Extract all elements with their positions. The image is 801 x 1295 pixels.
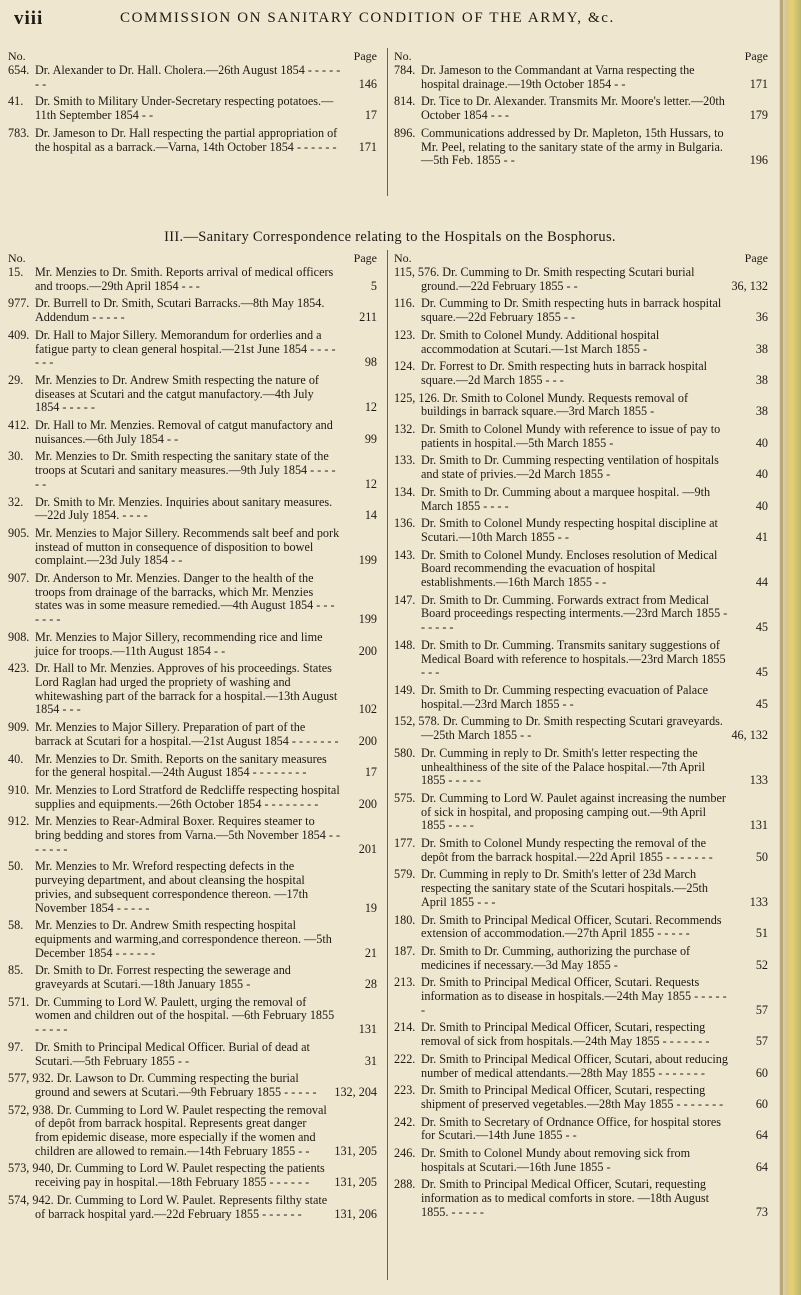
entry-number: 58.: [8, 918, 24, 933]
entry-page-ref: 40: [755, 467, 768, 482]
entry-number: 572, 938.: [8, 1102, 54, 1117]
entry-number: 214.: [394, 1020, 416, 1035]
entry-page-ref: 131, 205: [334, 1143, 377, 1158]
running-head: COMMISSION ON SANITARY CONDITION OF THE ARMY, &c.: [120, 10, 615, 26]
entry-page-ref: 179: [749, 108, 768, 123]
index-entry: [394, 914, 768, 941]
index-entry: [8, 1162, 377, 1189]
entry-number: 115, 576.: [394, 265, 440, 279]
entry-page-ref: 45: [755, 696, 768, 711]
entry-number: 143.: [394, 547, 416, 562]
entry-text: Dr. Anderson to Mr. Menzies. Danger to the health of the troops from drainage of the barracks, which Mr. Menzies states was in some measure remedied.—4th August 1854 - - - - - - -: [35, 571, 335, 627]
entry-number: 409.: [8, 327, 30, 342]
entry-text: Dr. Smith to Principal Medical Officer. Burial of dead at Scutari.—5th February 1855 - -: [35, 1039, 310, 1068]
entry-page-ref: 171: [358, 139, 377, 154]
entry-text: Dr. Smith to Dr. Cumming. Transmits sanitary suggestions of Medical Board with reference to hospitals.—23rd March 1855 - - -: [421, 637, 726, 680]
entry-text: Dr. Cumming to Lord W. Paulet respecting the patients receiving pay in hospital.—18th February 1855 - - - - - -: [35, 1161, 325, 1190]
entry-page-ref: 201: [358, 841, 377, 856]
entry-page-ref: 45: [755, 620, 768, 635]
entry-text: Mr. Menzies to Major Sillery. Preparation of part of the barrack at Scutari for a hospital.—21st August 1854 - - - - - - -: [35, 720, 339, 748]
entry-number: 148.: [394, 637, 416, 652]
entry-page-ref: 60: [755, 1096, 768, 1111]
entry-text: Dr. Cumming to Lord W. Paulet. Represents filthy state of barrack hospital yard.—22d February 1855 - - - - - -: [35, 1192, 328, 1221]
entry-text: Dr. Cumming in reply to Dr. Smith's letter respecting the unhealthiness of the site of the Palace hospital.—7th April 1855 - - - - -: [421, 745, 705, 788]
no-label: No.: [394, 251, 412, 265]
entry-page-ref: 36: [755, 310, 768, 325]
entry-number: 912.: [8, 814, 30, 829]
entry-page-ref: 64: [755, 1159, 768, 1174]
index-entry: [8, 419, 377, 446]
entry-page-ref: 131, 206: [334, 1206, 377, 1221]
index-entry: [8, 64, 377, 91]
entry-text: Mr. Menzies to Rear-Admiral Boxer. Requires steamer to bring bedding and stores from Varna.—5th November 1854 - - - - - - -: [35, 814, 341, 856]
entry-number: 423.: [8, 661, 30, 676]
page-folio: viii: [14, 8, 44, 29]
entry-text: Dr. Burrell to Dr. Smith, Scutari Barracks.—8th May 1854. Addendum - - - - -: [35, 296, 325, 325]
entry-text: Dr. Cumming to Dr. Smith respecting huts in barrack hospital square.—22d February 1855 - -: [421, 296, 722, 325]
entry-text: Dr. Smith to Dr. Forrest respecting the sewerage and graveyards at Scutari.—18th January 1855 -: [35, 963, 291, 992]
index-entry: [394, 1021, 768, 1048]
entry-page-ref: 44: [755, 575, 768, 590]
entry-text: Mr. Menzies to Dr. Smith. Reports arrival of medical officers and troops.—29th April 1854 - - -: [35, 265, 334, 293]
entry-text: Mr. Menzies to Major Sillery. Recommends salt beef and pork instead of mutton in consequence of disposition to bowel complaint.—23d July 1854 - -: [35, 525, 340, 568]
index-entry: [394, 1178, 768, 1219]
entry-page-ref: 200: [358, 733, 377, 748]
entry-text: Dr. Hall to Mr. Menzies. Approves of his proceedings. States Lord Raglan had urged the propriety of washing and whitewashing part of the barrack for a hospital.—13th August 1854 - - -: [35, 661, 338, 717]
no-label: No.: [8, 49, 26, 63]
entry-number: 909.: [8, 720, 30, 735]
index-entry: [8, 374, 377, 415]
index-entry: [8, 1041, 377, 1068]
entry-text: Dr. Smith to Principal Medical Officer, Scutari. Requests information as to disease in hospitals.—24th May 1855 - - - - - -: [421, 975, 727, 1017]
entry-number: 152, 578.: [394, 714, 440, 729]
entry-text: Dr. Cumming to Lord W. Paulett, urging the removal of women and children out of the hospital. —6th February 1855 - - - - -: [35, 994, 335, 1037]
entry-number: 116.: [394, 296, 415, 311]
entry-page-ref: 196: [749, 153, 768, 168]
entry-page-ref: 131: [358, 1022, 377, 1037]
index-entry: [8, 297, 377, 324]
entry-text: Mr. Menzies to Dr. Smith respecting the sanitary state of the troops at Scutari and sanitary measures.—9th July 1854 - - - - - -: [35, 449, 336, 491]
entry-text: Dr. Smith to Colonel Mundy about removing sick from hospitals at Scutari.—16th June 1855 -: [421, 1146, 691, 1174]
entry-number: 577, 932.: [8, 1071, 54, 1086]
entry-text: Mr. Menzies to Dr. Andrew Smith respecting hospital equipments and warming,and correspondence thereon. —5th December 1854 - - - - - -: [35, 918, 332, 960]
section-title: III.—Sanitary Correspondence relating to the Hospitals on the Bosphorus.: [164, 229, 616, 245]
entry-number: 133.: [394, 453, 416, 468]
entry-number: 29.: [8, 372, 24, 387]
entry-page-ref: 46, 132: [731, 728, 768, 743]
main-left-column: [8, 252, 377, 1225]
index-entry: [8, 1194, 377, 1221]
entry-page-ref: 98: [364, 355, 377, 370]
index-entry: [394, 95, 768, 122]
page-label: Page: [353, 49, 377, 63]
entry-number: 180.: [394, 912, 416, 927]
index-entry: [394, 945, 768, 972]
index-entry: [8, 496, 377, 523]
entry-text: Dr. Smith to Colonel Mundy. Additional hospital accommodation at Scutari.—1st March 1855 -: [421, 327, 660, 356]
entry-page-ref: 200: [358, 796, 377, 811]
entry-page-ref: 41: [755, 529, 768, 544]
entry-page-ref: 171: [749, 76, 768, 91]
column-header: [8, 50, 377, 64]
entry-number: 97.: [8, 1039, 24, 1054]
top-right-column: [394, 50, 768, 172]
entry-number: 15.: [8, 265, 24, 279]
entry-number: 654.: [8, 63, 30, 77]
entry-page-ref: 57: [755, 1034, 768, 1049]
entry-page-ref: 38: [755, 404, 768, 419]
entry-number: 571.: [8, 994, 30, 1009]
entry-number: 223.: [394, 1083, 416, 1098]
entry-number: 784.: [394, 63, 416, 77]
index-entry: [394, 684, 768, 711]
index-entry: [8, 815, 377, 856]
entry-text: Dr. Lawson to Dr. Cumming respecting the burial ground and sewers at Scutari.—9th February 1855 - - - - -: [35, 1071, 317, 1099]
entry-number: 132.: [394, 422, 416, 437]
index-entry: [394, 454, 768, 481]
entry-text: Dr. Smith to Military Under-Secretary respecting potatoes.—11th September 1854 - -: [35, 94, 334, 123]
entry-number: 575.: [394, 790, 416, 805]
entry-text: Dr. Hall to Major Sillery. Memorandum for orderlies and a fatigue party to clean general hospital.—21st June 1854 - - - - - - -: [35, 327, 336, 370]
entry-page-ref: 131, 205: [334, 1175, 377, 1190]
index-entry: [394, 297, 768, 324]
entry-text: Mr. Menzies to Dr. Andrew Smith respecting the nature of diseases at Scutari and the catgut manufactory.—4th July 1854 - - - - -: [35, 372, 319, 415]
index-entry: [8, 964, 377, 991]
entry-page-ref: 133: [749, 773, 768, 788]
entry-number: 412.: [8, 418, 30, 433]
entry-number: 50.: [8, 859, 24, 874]
index-entry: [8, 450, 377, 491]
entry-page-ref: 200: [358, 643, 377, 658]
entry-page-ref: 102: [358, 702, 377, 717]
index-entry: [8, 1104, 377, 1159]
no-label: No.: [394, 49, 412, 63]
page-label: Page: [353, 251, 377, 265]
entry-text: Dr. Smith to Dr. Cumming respecting ventilation of hospitals and state of privies.—2d March 1855 -: [421, 453, 719, 482]
entry-number: 213.: [394, 975, 416, 990]
entry-number: 32.: [8, 494, 24, 509]
index-entry: [394, 792, 768, 833]
entry-text: Dr. Cumming to Lord W. Paulet respecting the removal of depôt from barrack hospital. Represents great danger from epidemic disease, more especially if the women and children are allowed to remain.—14th February 1855 - -: [35, 1102, 327, 1158]
entry-text: Dr. Smith to Secretary of Ordnance Office, for hospital stores for Scutari.—14th June 1855 - -: [421, 1114, 721, 1143]
index-entry: [8, 753, 377, 780]
index-entry: [8, 1072, 377, 1099]
entry-text: Dr. Jameson to Dr. Hall respecting the partial appropriation of the hospital as a barrack.—Varna, 14th October 1854 - - - - - -: [35, 125, 338, 154]
entry-text: Dr. Hall to Mr. Menzies. Removal of catgut manufactory and nuisances.—6th July 1854 - -: [35, 418, 333, 446]
index-entry: [8, 527, 377, 568]
index-entry: [8, 919, 377, 960]
index-entry: [394, 1084, 768, 1111]
entry-number: 177.: [394, 836, 416, 851]
entry-text: Dr. Smith to Principal Medical Officer, Scutari, requesting information as to medical comforts in store. —18th August 1855. - - - - -: [421, 1177, 710, 1219]
entry-text: Dr. Smith to Dr. Cumming respecting evacuation of Palace hospital.—23rd March 1855 - -: [421, 682, 709, 711]
entry-text: Mr. Menzies to Dr. Smith. Reports on the sanitary measures for the general hospital.—24th August 1854 - - - - - - - -: [35, 751, 327, 780]
entry-number: 814.: [394, 94, 416, 109]
column-divider-top: [387, 48, 388, 196]
index-entry: [394, 423, 768, 450]
entry-text: Dr. Smith to Principal Medical Officer, Scutari. Recommends extension of accommodation.—27th April 1855 - - - - -: [421, 912, 722, 941]
index-entry: [394, 1116, 768, 1143]
entry-text: Dr. Smith to Mr. Menzies. Inquiries about sanitary measures.—22d July 1854. - - - -: [35, 494, 333, 523]
column-header: [394, 50, 768, 64]
entry-page-ref: 57: [755, 1002, 768, 1017]
entry-text: Dr. Cumming to Lord W. Paulet against increasing the number of sick in hospital, and proposing camping out.—9th April 1855 - - - -: [421, 790, 726, 833]
entry-page-ref: 60: [755, 1065, 768, 1080]
entry-number: 41.: [8, 94, 24, 109]
entry-page-ref: 51: [755, 926, 768, 941]
entry-number: 85.: [8, 963, 24, 978]
index-entry: [394, 127, 768, 168]
index-entry: [394, 976, 768, 1017]
entry-number: 573, 940,: [8, 1161, 54, 1176]
index-entry: [8, 572, 377, 627]
entry-text: Dr. Smith to Dr. Cumming about a marquee hospital. —9th March 1855 - - - -: [421, 484, 711, 513]
index-entry: [394, 486, 768, 513]
entry-page-ref: 12: [364, 400, 377, 415]
entry-number: 288.: [394, 1177, 416, 1192]
entry-number: 136.: [394, 516, 416, 531]
page-label: Page: [744, 49, 768, 63]
entry-page-ref: 12: [364, 476, 377, 491]
entry-text: Dr. Smith to Principal Medical Officer, Scutari, about reducing number of medical attendants.—28th May 1855 - - - - - - -: [421, 1051, 728, 1080]
entry-number: 123.: [394, 327, 416, 342]
entry-page-ref: 19: [364, 900, 377, 915]
index-entry: [394, 639, 768, 680]
column-header: [8, 252, 377, 266]
index-entry: [394, 747, 768, 788]
index-entry: [394, 837, 768, 864]
entry-number: 905.: [8, 525, 30, 540]
entry-number: 574, 942.: [8, 1192, 54, 1207]
entry-text: Mr. Menzies to Lord Stratford de Redcliffe respecting hospital supplies and equipments.—26th October 1854 - - - - - - - -: [35, 782, 340, 811]
entry-page-ref: 73: [755, 1204, 768, 1219]
index-entry: [394, 266, 768, 293]
index-entry: [8, 784, 377, 811]
entry-page-ref: 199: [358, 612, 377, 627]
index-entry: [8, 266, 377, 293]
index-entry: [394, 594, 768, 635]
entry-page-ref: 17: [364, 108, 377, 123]
entry-page-ref: 36, 132: [731, 278, 768, 293]
entry-text: Dr. Smith to Dr. Cumming. Forwards extract from Medical Board proceedings respecting interments.—23rd March 1855 - - - - - -: [421, 592, 728, 635]
entry-text: Mr. Menzies to Major Sillery, recommending rice and lime juice for troops.—11th August 1854 - -: [35, 629, 323, 658]
entry-page-ref: 31: [364, 1053, 377, 1068]
index-entry: [8, 631, 377, 658]
entry-number: 40.: [8, 751, 24, 766]
entry-text: Dr. Cumming to Dr. Smith respecting Scutari burial ground.—22d February 1855 - -: [421, 265, 695, 293]
entry-page-ref: 5: [370, 278, 377, 293]
spine-shadow: [780, 0, 783, 1295]
index-entry: [8, 721, 377, 748]
entry-text: Dr. Smith to Colonel Mundy with reference to issue of pay to patients in hospital.—5th March 1855 -: [421, 422, 721, 450]
index-entry: [394, 715, 768, 742]
no-label: No.: [8, 251, 26, 265]
entry-number: 580.: [394, 745, 416, 760]
index-entry: [8, 662, 377, 717]
entry-page-ref: 28: [364, 977, 377, 992]
entry-number: 124.: [394, 359, 416, 374]
entry-number: 125, 126.: [394, 390, 440, 405]
entry-number: 908.: [8, 629, 30, 644]
entry-page-ref: 14: [364, 508, 377, 523]
entry-text: Dr. Jameson to the Commandant at Varna respecting the hospital drainage.—19th October 1854 - -: [421, 63, 695, 91]
index-entry: [394, 392, 768, 419]
entry-number: 896.: [394, 125, 416, 140]
entry-text: Dr. Smith to Colonel Mundy respecting the removal of the depôt from the barrack hospital.—22d April 1855 - - - - - - -: [421, 836, 713, 864]
entry-number: 134.: [394, 484, 416, 499]
column-header: [394, 252, 768, 266]
index-entry: [394, 1147, 768, 1174]
index-entry: [8, 329, 377, 370]
index-entry: [8, 95, 377, 122]
entry-number: 579.: [394, 867, 416, 882]
index-entry: [8, 996, 377, 1037]
entry-page-ref: 50: [755, 849, 768, 864]
entry-page-ref: 99: [364, 431, 377, 446]
entry-page-ref: 211: [359, 310, 377, 325]
entry-page-ref: 133: [749, 894, 768, 909]
entry-text: Dr. Alexander to Dr. Hall. Cholera.—26th August 1854 - - - - - - -: [35, 63, 341, 91]
entry-text: Dr. Smith to Colonel Mundy respecting hospital discipline at Scutari.—10th March 1855 - -: [421, 516, 718, 544]
entry-text: Dr. Cumming in reply to Dr. Smith's letter of 23d March respecting the sanitary state of the Scutari hospitals.—25th April 1855 - - -: [421, 867, 709, 909]
index-entry: [8, 127, 377, 154]
entry-page-ref: 45: [755, 665, 768, 680]
entry-number: 222.: [394, 1051, 416, 1066]
index-entry: [394, 329, 768, 356]
entry-number: 977.: [8, 296, 30, 311]
entry-page-ref: 21: [364, 945, 377, 960]
top-left-column: [8, 50, 377, 158]
entry-number: 30.: [8, 449, 24, 464]
entry-page-ref: 132, 204: [334, 1084, 377, 1099]
entry-text: Dr. Smith to Colonel Mundy. Requests removal of buildings in barrack square.—3rd March 1855 -: [421, 390, 689, 419]
index-entry: [394, 868, 768, 909]
entry-page-ref: 17: [364, 765, 377, 780]
index-entry: [394, 549, 768, 590]
entry-number: 149.: [394, 682, 416, 697]
entry-number: 147.: [394, 592, 416, 607]
entry-page-ref: 146: [358, 76, 377, 91]
column-divider-main: [387, 250, 388, 1280]
index-entry: [394, 360, 768, 387]
entry-page-ref: 40: [755, 498, 768, 513]
entry-text: Dr. Smith to Principal Medical Officer, Scutari, respecting shipment of preserved vegetables.—28th May 1855 - - - - - - -: [421, 1083, 724, 1111]
entry-page-ref: 40: [755, 435, 768, 450]
index-entry: [394, 1053, 768, 1080]
entry-number: 242.: [394, 1114, 416, 1129]
entry-page-ref: 199: [358, 553, 377, 568]
entry-text: Dr. Smith to Dr. Cumming, authorizing the purchase of medicines if necessary.—3d May 1855 -: [421, 943, 691, 972]
entry-page-ref: 64: [755, 1128, 768, 1143]
page-label: Page: [744, 251, 768, 265]
entry-text: Dr. Smith to Principal Medical Officer, Scutari, respecting removal of sick from hospitals.—24th May 1855 - - - - - - -: [421, 1020, 710, 1049]
entry-text: Mr. Menzies to Mr. Wreford respecting defects in the purveying department, and about cleansing the hospital privies, and subsequent correspondence thereon. —17th November 1854 - - - - -: [35, 859, 309, 915]
entry-text: Dr. Smith to Colonel Mundy. Encloses resolution of Medical Board recommending the evacuation of hospital establishments.—16th March 1855 - -: [421, 547, 718, 590]
entry-text: Dr. Cumming to Dr. Smith respecting Scutari graveyards.—25th March 1855 - -: [421, 714, 723, 743]
entry-page-ref: 52: [755, 957, 768, 972]
entry-number: 907.: [8, 571, 30, 586]
index-entry: [8, 860, 377, 915]
entry-number: 783.: [8, 125, 30, 140]
entry-page-ref: 38: [755, 341, 768, 356]
entry-number: 910.: [8, 782, 30, 797]
entry-number: 187.: [394, 943, 416, 958]
entry-page-ref: 131: [749, 818, 768, 833]
entry-text: Communications addressed by Dr. Mapleton, 15th Hussars, to Mr. Peel, relating to the sanitary state of the army in Bulgaria.—5th Feb. 1855 - -: [421, 125, 724, 168]
main-right-column: [394, 252, 768, 1224]
entry-text: Dr. Tice to Dr. Alexander. Transmits Mr. Moore's letter.—20th October 1854 - - -: [421, 94, 725, 123]
entry-text: Dr. Forrest to Dr. Smith respecting huts in barrack hospital square.—2d March 1855 - - -: [421, 359, 708, 387]
entry-number: 246.: [394, 1146, 416, 1161]
index-entry: [394, 517, 768, 544]
entry-page-ref: 38: [755, 372, 768, 387]
index-entry: [394, 64, 768, 91]
